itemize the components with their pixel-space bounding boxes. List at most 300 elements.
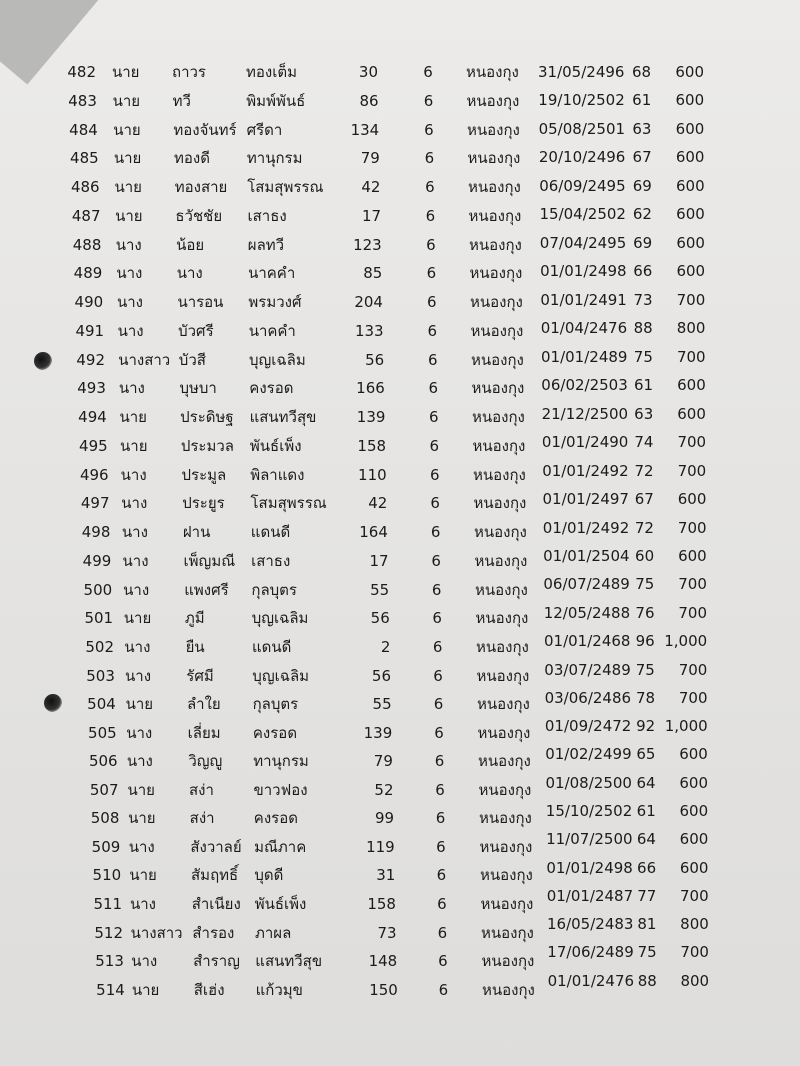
cell-age: 61 — [633, 376, 654, 395]
cell-age: 73 — [633, 290, 653, 309]
cell-house: 119 — [366, 837, 395, 856]
cell-house: 166 — [356, 379, 385, 398]
cell-no: 513 — [95, 952, 124, 971]
cell-moo: 6 — [434, 752, 445, 771]
cell-age: 69 — [633, 233, 653, 252]
cell-title: นาย — [129, 866, 157, 885]
cell-age: 88 — [637, 971, 657, 990]
cell-village: หนองกุง — [469, 235, 522, 254]
cell-last: ขาวฟอง — [253, 780, 308, 799]
cell-amount: 600 — [679, 802, 709, 821]
cell-last: บุดดี — [254, 866, 284, 885]
cell-age: 96 — [635, 632, 655, 651]
cell-moo: 6 — [430, 523, 441, 541]
cell-village: หนองกุง — [477, 723, 531, 742]
cell-village: หนองกุง — [478, 752, 531, 771]
cell-house: 133 — [354, 321, 384, 340]
cell-village: หนองกุง — [480, 894, 534, 913]
cell-age: 77 — [637, 886, 657, 905]
cell-moo: 6 — [428, 379, 439, 398]
cell-last: ผลทวี — [247, 235, 285, 254]
table-row — [0, 660, 800, 688]
cell-last: ศรีดา — [246, 120, 283, 139]
cell-house: 79 — [360, 149, 380, 168]
cell-no: 493 — [77, 379, 106, 398]
cell-moo: 6 — [431, 580, 442, 599]
cell-title: นาย — [125, 695, 154, 714]
cell-title: นางสาว — [118, 350, 171, 369]
table-row — [0, 463, 800, 487]
cell-last: ทานุกรม — [253, 752, 309, 771]
cell-first: ภูมี — [184, 609, 205, 628]
cell-amount: 700 — [680, 943, 709, 962]
cell-title: นาง — [116, 264, 143, 283]
cell-village: หนองกุง — [468, 206, 522, 225]
cell-house: 42 — [368, 494, 388, 513]
cell-house: 139 — [363, 723, 393, 742]
cell-moo: 6 — [426, 235, 436, 254]
cell-title: นาย — [119, 408, 147, 426]
cell-no: 496 — [79, 465, 109, 484]
cell-house: 148 — [368, 952, 398, 971]
cell-house: 150 — [369, 980, 398, 999]
cell-dob: 03/07/2489 — [544, 660, 631, 679]
cell-moo: 6 — [431, 551, 441, 570]
cell-village: หนองกุง — [466, 63, 519, 81]
cell-amount: 800 — [676, 319, 706, 338]
cell-house: 123 — [353, 235, 382, 254]
cell-first: ทองดี — [174, 149, 210, 168]
cell-moo: 6 — [437, 923, 448, 942]
cell-moo: 6 — [435, 780, 445, 799]
cell-no: 501 — [84, 609, 114, 628]
cell-dob: 01/04/2476 — [540, 319, 628, 338]
cell-first: น้อย — [176, 235, 205, 254]
cell-title: นาง — [126, 752, 153, 771]
cell-dob: 01/01/2491 — [540, 290, 627, 309]
cell-village: หนองกุง — [469, 264, 523, 283]
cell-age: 81 — [637, 915, 657, 934]
cell-no: 482 — [67, 63, 96, 81]
cell-dob: 01/01/2498 — [546, 858, 633, 877]
cell-last: กุลบุตร — [251, 580, 297, 599]
table-row — [0, 745, 800, 773]
cell-title: นาย — [120, 436, 148, 455]
cell-house: 204 — [354, 293, 383, 311]
cell-first: วิญญู — [188, 752, 223, 771]
cell-house: 73 — [377, 923, 397, 942]
cell-amount: 700 — [679, 886, 709, 905]
table-row — [0, 261, 800, 285]
table-row — [0, 520, 800, 544]
cell-first: บัวศรี — [178, 321, 214, 340]
cell-title: นาง — [116, 293, 143, 311]
cell-dob: 31/05/2496 — [538, 63, 625, 81]
cell-last: นาคคำ — [248, 321, 296, 340]
cell-age: 60 — [635, 547, 655, 565]
cell-moo: 6 — [438, 952, 448, 971]
cell-moo: 6 — [423, 63, 433, 81]
cell-moo: 6 — [438, 980, 449, 999]
cell-village: หนองกุง — [475, 580, 528, 599]
cell-first: ประดิษฐ — [180, 408, 234, 426]
cell-dob: 06/09/2495 — [539, 176, 626, 195]
cell-no: 492 — [76, 350, 105, 369]
cell-last: ทานุกรม — [246, 149, 303, 168]
table-row — [0, 717, 800, 745]
table-row — [0, 348, 800, 372]
cell-first: สำราญ — [193, 952, 240, 971]
cell-first: ทองจันทร์ — [173, 120, 237, 139]
cell-house: 56 — [370, 609, 390, 628]
cell-amount: 700 — [678, 575, 707, 594]
table-row — [0, 89, 800, 113]
cell-age: 78 — [635, 688, 656, 707]
cell-no: 514 — [96, 980, 125, 999]
cell-first: สำรอง — [192, 923, 235, 942]
cell-title: นาย — [112, 91, 141, 110]
cell-amount: 700 — [676, 347, 706, 366]
table-row — [0, 118, 800, 142]
cell-age: 69 — [632, 176, 652, 195]
cell-last: คงรอด — [253, 809, 298, 828]
table-row — [0, 233, 800, 257]
cell-last: พรมวงศ์ — [248, 293, 302, 311]
cell-village: หนองกุง — [476, 638, 529, 656]
cell-last: กุลบุตร — [252, 695, 299, 714]
cell-first: สง่า — [189, 780, 214, 799]
cell-moo: 6 — [423, 91, 434, 110]
cell-age: 66 — [637, 858, 657, 877]
cell-house: 85 — [363, 264, 383, 283]
cell-house: 110 — [358, 465, 387, 484]
cell-dob: 01/02/2499 — [545, 745, 632, 764]
cell-dob: 01/01/2490 — [541, 433, 629, 452]
cell-last: แสนทวีสุข — [255, 952, 323, 971]
cell-no: 498 — [81, 523, 111, 541]
cell-no: 500 — [83, 580, 113, 599]
cell-last: นาคคำ — [248, 264, 296, 283]
cell-age: 72 — [634, 461, 654, 480]
cell-house: 56 — [365, 350, 385, 369]
cell-no: 484 — [69, 120, 98, 139]
cell-amount: 600 — [675, 176, 705, 195]
cell-first: สำเนียง — [191, 894, 241, 913]
cell-title: นาย — [128, 809, 156, 828]
cell-last: เสาธง — [247, 206, 287, 225]
cell-last: พันธ์เพ็ง — [254, 894, 307, 913]
cell-age: 75 — [635, 575, 655, 594]
cell-dob: 01/01/2489 — [541, 347, 628, 366]
cell-dob: 01/09/2472 — [544, 717, 632, 736]
cell-amount: 600 — [678, 547, 707, 565]
cell-title: นาง — [123, 580, 150, 599]
cell-first: ประยูร — [182, 494, 225, 513]
cell-house: 56 — [371, 666, 392, 685]
cell-house: 52 — [374, 780, 394, 799]
cell-dob: 06/02/2503 — [541, 376, 628, 395]
cell-house: 139 — [356, 408, 386, 426]
cell-dob: 05/08/2501 — [538, 119, 626, 138]
cell-no: 491 — [75, 321, 105, 340]
cell-amount: 600 — [676, 262, 706, 281]
cell-first: ถาวร — [172, 63, 206, 81]
cell-title: นาง — [115, 235, 142, 254]
cell-first: สีเฮ่ง — [193, 980, 225, 999]
cell-dob: 15/10/2502 — [545, 802, 633, 821]
table-row — [0, 632, 800, 659]
cell-no: 488 — [72, 235, 102, 254]
cell-amount: 700 — [677, 461, 707, 480]
cell-no: 485 — [70, 149, 99, 168]
cell-dob: 01/01/2504 — [543, 547, 630, 565]
cell-moo: 6 — [432, 638, 443, 656]
cell-first: ลำใย — [186, 695, 221, 714]
cell-age: 74 — [634, 433, 654, 452]
cell-last: บุญเฉลิม — [252, 666, 310, 685]
cell-village: หนองกุง — [479, 837, 533, 856]
cell-amount: 600 — [677, 376, 706, 395]
cell-age: 72 — [634, 518, 654, 537]
cell-amount: 600 — [675, 63, 704, 81]
cell-first: สังวาลย์ — [190, 837, 242, 856]
cell-moo: 6 — [424, 149, 435, 168]
cell-village: หนองกุง — [471, 350, 524, 369]
cell-first: ประมวล — [180, 436, 234, 455]
cell-moo: 6 — [426, 264, 437, 283]
cell-village: หนองกุง — [470, 321, 524, 340]
table-row — [0, 491, 800, 515]
cell-amount: 700 — [676, 290, 706, 309]
cell-age: 92 — [636, 717, 656, 736]
cell-village: หนองกุง — [476, 666, 530, 685]
cell-moo: 6 — [429, 465, 440, 484]
cell-age: 61 — [632, 91, 652, 110]
cell-house: 17 — [369, 551, 389, 570]
cell-title: นาง — [128, 837, 155, 856]
table-row — [0, 688, 800, 716]
cell-amount: 800 — [680, 915, 709, 934]
cell-house: 158 — [367, 894, 396, 913]
cell-moo: 6 — [437, 894, 447, 913]
cell-last: แสนทวีสุข — [249, 408, 317, 426]
cell-first: บุษบา — [179, 379, 217, 398]
cell-amount: 600 — [679, 830, 709, 849]
cell-first: ยืน — [185, 638, 205, 656]
cell-no: 487 — [71, 206, 101, 225]
cell-house: 55 — [370, 580, 390, 599]
cell-village: หนองกุง — [475, 609, 529, 628]
cell-last: พิลาแดง — [250, 465, 305, 484]
cell-title: นาง — [118, 379, 145, 398]
cell-moo: 6 — [425, 206, 436, 225]
cell-dob: 15/04/2502 — [539, 205, 626, 224]
cell-dob: 21/12/2500 — [541, 404, 629, 423]
cell-last: มณีภาค — [254, 837, 307, 856]
cell-no: 509 — [91, 837, 121, 856]
cell-title: นาง — [121, 494, 148, 513]
cell-first: สัมฤทธิ์ — [191, 866, 239, 885]
cell-village: หนองกุง — [478, 780, 532, 799]
cell-last: แดนดี — [250, 523, 291, 541]
cell-first: รัศมี — [186, 666, 214, 685]
cell-title: นางสาว — [130, 923, 183, 942]
cell-age: 64 — [636, 773, 656, 792]
cell-age: 76 — [635, 603, 655, 622]
cell-title: นาย — [112, 63, 140, 81]
cell-no: 494 — [78, 408, 107, 426]
cell-no: 505 — [88, 723, 117, 742]
cell-first: สง่า — [189, 809, 215, 828]
cell-village: หนองกุง — [467, 149, 521, 168]
cell-last: ภาผล — [255, 923, 292, 942]
cell-no: 495 — [79, 436, 108, 455]
cell-moo: 6 — [429, 436, 439, 455]
cell-amount: 600 — [679, 773, 708, 792]
cell-moo: 6 — [428, 408, 439, 426]
cell-age: 65 — [636, 745, 656, 764]
cell-no: 489 — [73, 264, 103, 283]
cell-age: 75 — [637, 943, 657, 962]
cell-amount: 1,000 — [664, 632, 708, 651]
cell-no: 499 — [82, 551, 112, 570]
cell-age: 61 — [636, 802, 656, 821]
cell-title: นาง — [129, 894, 156, 913]
cell-no: 503 — [86, 666, 115, 685]
table-row — [0, 971, 800, 1002]
cell-village: หนองกุง — [481, 952, 535, 971]
cell-age: 63 — [632, 119, 652, 138]
cell-first: ทองสาย — [174, 178, 228, 196]
cell-moo: 6 — [434, 723, 444, 742]
cell-moo: 6 — [435, 809, 446, 828]
cell-house: 99 — [375, 809, 395, 828]
cell-village: หนองกุง — [472, 408, 525, 426]
cell-village: หนองกุง — [474, 523, 527, 541]
cell-title: นาย — [127, 780, 155, 799]
cell-last: แก้วมุข — [255, 980, 303, 999]
cell-amount: 600 — [677, 490, 707, 509]
cell-age: 88 — [633, 319, 653, 338]
cell-moo: 6 — [428, 350, 438, 369]
cell-first: เพ็ญมณี — [183, 551, 236, 570]
cell-age: 67 — [634, 490, 654, 509]
cell-amount: 800 — [680, 971, 710, 990]
cell-title: นาย — [115, 206, 143, 225]
cell-first: แพงศรี — [184, 580, 229, 599]
cell-dob: 11/07/2500 — [546, 830, 633, 849]
cell-moo: 6 — [430, 494, 440, 513]
cell-amount: 600 — [677, 404, 706, 423]
cell-village: หนองกุง — [473, 494, 527, 513]
cell-last: โสมสุพรรณ — [250, 494, 327, 513]
cell-dob: 01/01/2487 — [546, 886, 634, 905]
cell-title: นาย — [113, 149, 142, 168]
cell-house: 86 — [359, 91, 379, 110]
table-row — [0, 575, 800, 602]
cell-house: 42 — [361, 178, 381, 196]
cell-amount: 700 — [678, 603, 708, 622]
cell-first: ประมูล — [181, 465, 227, 484]
cell-title: นาง — [121, 523, 148, 541]
cell-amount: 600 — [675, 91, 705, 110]
cell-dob: 20/10/2496 — [538, 148, 626, 167]
cell-title: นาง — [117, 321, 144, 340]
cell-house: 30 — [358, 63, 378, 81]
table-row — [0, 434, 800, 458]
cell-village: หนองกุง — [473, 465, 526, 484]
cell-dob: 06/07/2489 — [543, 575, 630, 594]
cell-last: เสาธง — [251, 551, 291, 570]
cell-moo: 6 — [433, 666, 443, 685]
cell-last: คงรอด — [252, 723, 298, 742]
cell-house: 55 — [372, 695, 392, 714]
cell-title: นาย — [123, 609, 152, 628]
cell-dob: 01/01/2492 — [542, 461, 629, 480]
cell-dob: 19/10/2502 — [538, 91, 625, 110]
cell-no: 486 — [70, 178, 100, 196]
cell-no: 508 — [90, 809, 120, 828]
cell-village: หนองกุง — [467, 120, 520, 139]
cell-amount: 700 — [677, 433, 707, 452]
cell-first: บัวสี — [178, 350, 206, 369]
cell-dob: 01/01/2492 — [542, 518, 630, 537]
cell-age: 68 — [632, 63, 652, 81]
cell-house: 134 — [350, 120, 380, 139]
cell-age: 62 — [632, 205, 652, 224]
cell-first: ทวี — [172, 91, 191, 110]
cell-village: หนองกุง — [481, 923, 534, 942]
cell-title: นาย — [131, 980, 160, 999]
cell-last: โสมสุพรรณ — [247, 178, 324, 196]
cell-dob: 12/05/2488 — [543, 603, 631, 622]
cell-last: บุญเฉลิม — [251, 609, 309, 628]
cell-dob: 16/05/2483 — [547, 915, 634, 934]
cell-no: 512 — [94, 923, 123, 942]
cell-dob: 03/06/2486 — [544, 688, 632, 707]
cell-age: 63 — [634, 404, 654, 423]
cell-last: คงรอด — [249, 379, 294, 398]
table-row — [0, 376, 800, 400]
cell-house: 79 — [373, 752, 393, 771]
cell-dob: 01/01/2498 — [540, 262, 627, 281]
table-row — [0, 603, 800, 630]
table-row — [0, 549, 800, 573]
cell-first: ธวัชชัย — [175, 206, 223, 225]
cell-house: 164 — [359, 523, 388, 541]
cell-amount: 600 — [675, 119, 705, 138]
cell-dob: 01/01/2468 — [544, 632, 631, 651]
cell-moo: 6 — [436, 837, 446, 856]
cell-no: 511 — [93, 894, 123, 913]
cell-moo: 6 — [436, 866, 447, 885]
cell-title: นาง — [125, 666, 152, 685]
cell-title: นาง — [120, 465, 147, 484]
table-row — [0, 60, 800, 84]
cell-last: แดนดี — [252, 638, 292, 656]
table-row — [0, 146, 800, 170]
cell-title: นาง — [124, 638, 151, 656]
cell-moo: 6 — [432, 609, 442, 628]
cell-last: พิมพ์พันธ์ — [246, 91, 306, 110]
cell-dob: 01/01/2476 — [547, 971, 635, 990]
cell-first: ฝาน — [182, 523, 211, 541]
cell-no: 510 — [92, 866, 122, 885]
cell-title: นาย — [114, 178, 142, 196]
cell-title: นาง — [126, 723, 153, 742]
cell-no: 506 — [88, 752, 118, 771]
cell-house: 31 — [376, 866, 396, 885]
